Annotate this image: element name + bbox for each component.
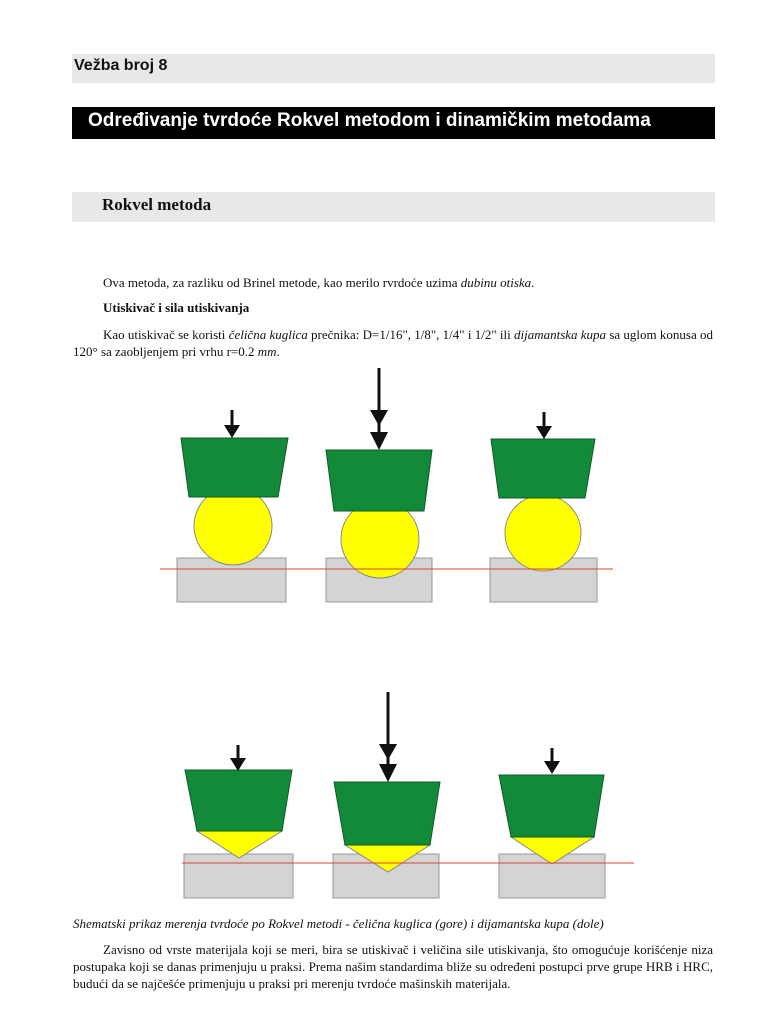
intro-text: Ova metoda, za razliku od Brinel metode, kao merilo rvrdoće uzima (103, 275, 461, 290)
indenter-holder (181, 438, 288, 497)
indenter-italic-ball: čelična kuglica (228, 327, 308, 342)
intro-end: . (531, 275, 535, 290)
arrow-head (370, 432, 388, 450)
arrow-head (230, 758, 246, 771)
subheading: Utiskivač i sila utiskivanja (103, 300, 250, 315)
arrow-head (379, 764, 397, 782)
indenter-text-1: Kao utiskivač se koristi (103, 327, 229, 342)
intro-paragraph (73, 274, 713, 291)
figure-caption: Shematski prikaz merenja tvrdoće po Rokvel metodi - čelična kuglica (gore) i dijamantska kupa (dole) (73, 916, 604, 931)
indenter-holder (326, 450, 432, 511)
steel-ball (505, 495, 581, 571)
steel-ball (341, 500, 419, 578)
indenter-holder (491, 439, 595, 498)
indenter-italic-unit: mm (257, 344, 277, 359)
arrow-head (544, 761, 560, 774)
body-paragraph: Zavisno od vrste materijala koji se meri, bira se utiskivač i veličina sile utiskivanja, što omogućuje korišćenje niza postupaka koji se danas primenjuju u praksi. Prema našim standardima bliže su određeni postupci prve grupe HRB i HRC, budući da se najčešće primenjuju u praksi pri merenju tvrdoće mašinskih materijala. (73, 942, 713, 991)
arrow-head (224, 425, 240, 438)
ball-stage-1 (177, 410, 288, 602)
indenter-text-2: prečnika: D=1/16", 1/8", 1/4" i 1/2" ili (307, 327, 514, 342)
cone-indenter-figure (0, 690, 768, 905)
cone-stage-3 (499, 748, 605, 898)
indenter-text-3: sa uglom konusa od 120° sa zaobljenjem pri vrhu r=0.2 (73, 327, 713, 359)
section-header (72, 192, 715, 222)
specimen-block (184, 854, 293, 898)
main-title: Određivanje tvrdoće Rokvel metodom i dinamičkim metodama (88, 110, 651, 131)
section-title: Rokvel metoda (102, 195, 212, 214)
exercise-title: Vežba broj 8 (74, 57, 168, 74)
cone-stage-1 (184, 745, 293, 898)
ball-indenter-figure (0, 360, 768, 610)
main-title-bar (72, 107, 715, 139)
indenter-holder (499, 775, 604, 837)
indenter-end: . (276, 344, 280, 359)
arrow-head-upper (379, 744, 397, 760)
ball-stage-2 (326, 368, 432, 602)
arrow-head-upper (370, 410, 388, 426)
exercise-header (72, 54, 715, 83)
indenter-holder (334, 782, 440, 845)
indenter-paragraph (73, 326, 713, 360)
indenter-italic-cone: dijamantska kupa (513, 327, 607, 342)
cone-stage-2 (333, 692, 440, 898)
steel-ball (194, 487, 272, 565)
arrow-head (536, 426, 552, 439)
ball-stage-3 (490, 412, 597, 602)
intro-italic: dubinu otiska (460, 275, 532, 290)
indenter-holder (185, 770, 292, 831)
